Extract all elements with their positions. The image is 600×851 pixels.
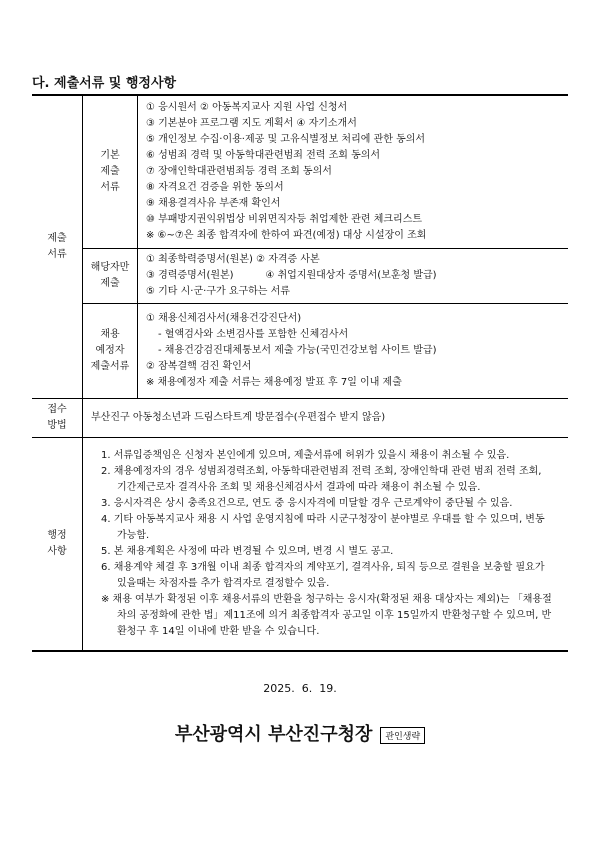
list-subitem: - 혈액검사와 소변검사를 포함한 신체검사서: [158, 329, 349, 340]
submit-docs-label: 제출 서류: [32, 95, 83, 399]
reception-label: 접수 방법: [32, 399, 83, 438]
section-title: 다. 제출서류 및 행정사항: [32, 76, 177, 91]
list-item: 6. 채용계약 체결 후 3개월 이내 최종 합격자의 계약포기, 결격사유, 퇴직 등으로 결원을 보충할 필요가 있을때는 차점자를 추가 합격자로 결정할수 있음.: [101, 562, 545, 589]
list-subitem: - 채용건강검진대체통보서 제출 가능(국민건강보험 사이트 발급): [158, 345, 437, 356]
scheduled-docs-list: [138, 304, 569, 399]
reception-text: 부산진구 아동청소년과 드림스타트계 방문접수(우편접수 받지 않음): [83, 399, 569, 438]
basic-docs-list: [138, 95, 569, 249]
list-item: 4. 기타 아동복지교사 채용 시 사업 운영지침에 따라 시군구청장이 분야별로 우대를 할 수 있으며, 변동 가능함.: [101, 514, 545, 541]
list-item: 1. 서류입증책임은 신청자 본인에게 있으며, 제출서류에 허위가 있을시 채용이 취소될 수 있음.: [101, 450, 510, 461]
admin-label: 행정 사항: [32, 438, 83, 652]
list-item: ⑩ 부패방지권익위법상 비위면직자등 취업제한 관련 체크리스트: [146, 214, 423, 225]
note: ※ 채용 여부가 확정된 이후 채용서류의 반환을 청구하는 응시자(확정된 채용 대상자는 제외)는 「채용절차의 공정화에 관한 법」제11조에 의거 최종합격자 공고일 이후 15일까지 반환청구할 수 있으며, 반환청구 후 14일 이내에 반환 받을 수 있습니다.: [101, 594, 552, 637]
basic-docs-label: 기본 제출 서류: [83, 95, 138, 249]
list-item: 2. 채용예정자의 경우 성범죄경력조회, 아동학대관련범죄 전력 조회, 장애인학대 관련 범죄 전력 조회, 기간제근로자 결격사유 조회 및 채용신체검사서 결과에 따라 채용이 취소될 수 있음.: [101, 466, 542, 493]
list-item: ⑤ 기타 시·군·구가 요구하는 서류: [146, 286, 290, 297]
note: ※ 채용예정자 제출 서류는 채용예정 발표 후 7일 이내 제출: [146, 377, 402, 388]
admin-list: [83, 438, 569, 652]
list-item: ① 최종학력증명서(원본) ② 자격증 사본: [146, 254, 320, 265]
list-item: ⑦ 장애인학대관련범죄등 경력 조회 동의서: [146, 166, 332, 177]
list-item: ⑥ 성범죄 경력 및 아동학대관련범죄 전력 조회 동의서: [146, 150, 381, 161]
scheduled-docs-label: 채용 예정자 제출서류: [83, 304, 138, 399]
applicable-docs-list: [138, 249, 569, 304]
applicable-docs-label: 해당자만 제출: [83, 249, 138, 304]
official-stamp-omitted: 관인생략: [380, 727, 425, 744]
signer-name: 부산광역시 부산진구청장: [174, 724, 373, 745]
list-item: ⑤ 개인정보 수집·이용·제공 및 고유식별정보 처리에 관한 동의서: [146, 134, 426, 145]
list-item: ⑨ 채용결격사유 부존재 확인서: [146, 198, 281, 209]
list-item: 5. 본 채용계획은 사정에 따라 변경될 수 있으며, 변경 시 별도 공고.: [101, 546, 394, 557]
list-item: ③ 기본분야 프로그램 지도 계획서 ④ 자기소개서: [146, 118, 357, 129]
list-item: ① 채용신체검사서(채용건강진단서): [146, 313, 302, 324]
requirements-table: [32, 94, 568, 652]
note: ※ ⑥~⑦은 최종 합격자에 한하여 파견(예정) 대상 시설장이 조회: [146, 230, 427, 241]
list-item: ① 응시원서 ② 아동복지교사 지원 사업 신청서: [146, 102, 348, 113]
list-item: ② 잠복결핵 검진 확인서: [146, 361, 252, 372]
document-date: 2025. 6. 19.: [263, 682, 337, 695]
signer-block: [0, 720, 600, 746]
list-item: ③ 경력증명서(원본) ④ 취업지원대상자 증명서(보훈청 발급): [146, 270, 437, 281]
list-item: 3. 응시자격은 상시 충족요건으로, 연도 중 응시자격에 미달할 경우 근로계약이 중단될 수 있음.: [101, 498, 513, 509]
list-item: ⑧ 자격요건 검증을 위한 동의서: [146, 182, 284, 193]
